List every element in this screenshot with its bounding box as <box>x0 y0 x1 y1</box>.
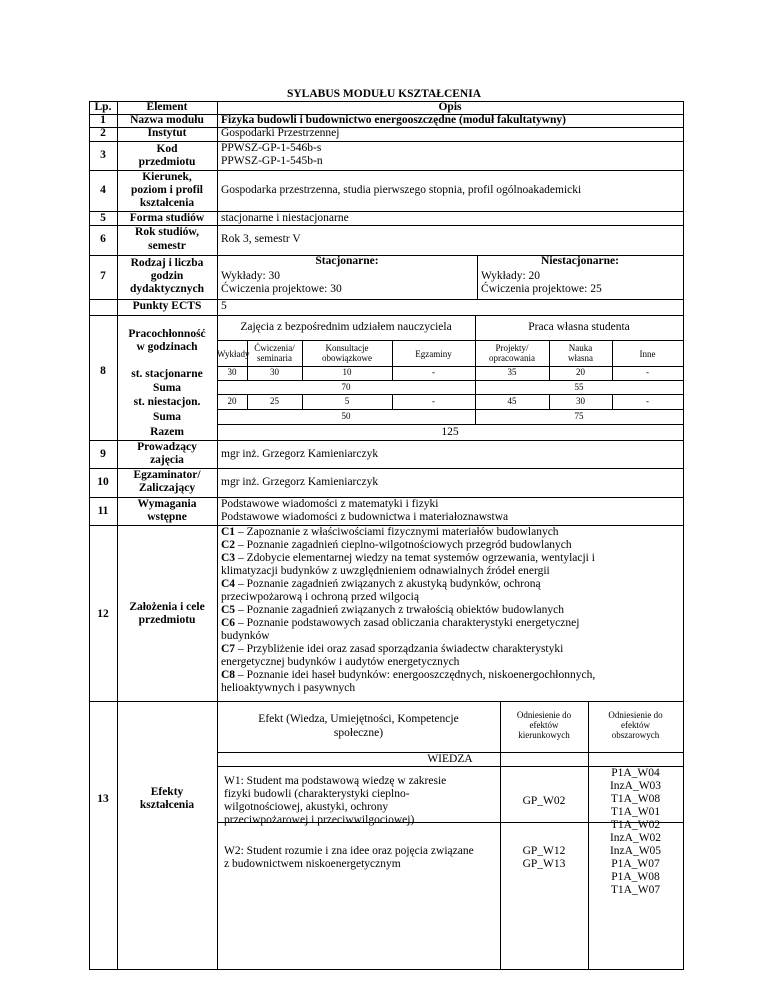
goal-text: – Zdobycie elementarnej wiedzy na temat systemów ogrzewania, wentylacji i <box>237 552 595 564</box>
row-label: Razem <box>150 426 184 438</box>
extramural-hours: Ćwiczenia projektowe: 25 <box>481 283 602 295</box>
study-form: stacjonarne i niestacjonarne <box>221 212 349 224</box>
row-label: kształcenia <box>139 799 195 811</box>
sum-cell: 75 <box>574 411 584 421</box>
goal-c2 <box>221 539 572 552</box>
row-label: Rodzaj i liczba <box>130 257 204 269</box>
area-ref: T1A_W07 <box>610 884 661 896</box>
field-ref: GP_W13 <box>522 858 566 870</box>
row-label: Pracochłonność <box>128 328 206 340</box>
prerequisite: Podstawowe wiadomości z budownictwa i materiałoznawstwa <box>221 511 509 523</box>
examiner: mgr inż. Grzegorz Kamieniarczyk <box>221 476 379 488</box>
stationary-title: Stacjonarne: <box>315 255 379 267</box>
ref-field-header: Odniesienie do <box>516 710 572 720</box>
course-code: PPWSZ-GP-1-546b-s <box>221 142 322 154</box>
goal-text: – Poznanie zagadnień związanych z akustyką budynków, ochroną <box>237 578 541 590</box>
row8-line <box>217 409 683 410</box>
col-header: obowiązkowe <box>322 353 372 363</box>
area-ref: InzA_W03 <box>609 780 662 792</box>
goal-code: C8 <box>221 669 236 681</box>
goal-text: budynków <box>221 630 270 642</box>
row-label: Wymagania <box>137 498 197 510</box>
row-number: 8 <box>100 365 106 377</box>
goal-c7 <box>221 643 563 656</box>
lecturer: mgr inż. Grzegorz Kamieniarczyk <box>221 448 379 460</box>
extramural-hours: Wykłady: 20 <box>481 270 541 282</box>
effect-w2: W2: Student rozumie i zna idee oraz pojęcia związane <box>224 845 474 857</box>
field-ref: GP_W02 <box>522 795 566 807</box>
goal-code: C2 <box>221 539 236 551</box>
col-header: Wykłady <box>217 349 250 359</box>
page-title: SYLABUS MODUŁU KSZTAŁCENIA <box>286 88 482 100</box>
row-number: 11 <box>97 505 109 517</box>
row-number: 4 <box>100 184 106 196</box>
hours-cell: 25 <box>270 396 279 406</box>
row-label: zajęcia <box>150 454 184 466</box>
goal-code: C4 <box>221 578 236 590</box>
goal-c3 <box>221 552 595 565</box>
institute: Gospodarki Przestrzennej <box>221 127 340 139</box>
row-label: przedmiotu <box>138 614 196 626</box>
ects-value: 5 <box>221 300 227 312</box>
row-line <box>89 701 683 702</box>
row-label: dydaktycznych <box>129 283 205 295</box>
stationary-hours: Ćwiczenia projektowe: 30 <box>221 283 342 295</box>
row-label: Egzaminator/ <box>133 469 201 481</box>
goal-text: – Poznanie idei haseł budynków: energooszczędnych, niskoenergochłonnych, <box>237 669 596 681</box>
ref-area-header: efektów <box>621 720 650 730</box>
row-line <box>89 315 683 316</box>
contact-hours-header: Zajęcia z bezpośrednim udziałem nauczyciela <box>240 321 452 333</box>
row-label: st. niestacjon. <box>133 396 201 408</box>
goal-text: przeciwpożarową i ochroną przed wilgocią <box>221 591 419 603</box>
sum-cell: 70 <box>341 382 351 392</box>
row-label: przedmiotu <box>138 156 196 168</box>
row-label: Nazwa modułu <box>130 114 204 126</box>
sum-cell: 55 <box>574 382 584 392</box>
goal-text: helioaktywnych i pasywnych <box>221 682 356 694</box>
row-label: Zaliczający <box>138 482 196 494</box>
self-study-header: Praca własna studenta <box>528 321 630 333</box>
goal-c1 <box>221 526 559 539</box>
hours-cell: 30 <box>270 367 279 377</box>
total-hours: 125 <box>441 426 459 438</box>
goal-text: – Poznanie zagadnień związanych z trwałością obiektów budowlanych <box>237 604 564 616</box>
row-line <box>89 141 683 142</box>
col-header: seminaria <box>257 353 292 363</box>
effect-w1: wilgotnościowej, akustyki, ochrony <box>224 801 389 813</box>
effects-col-divider <box>500 701 501 969</box>
ref-field-header: efektów <box>529 720 559 730</box>
hours-cell: 45 <box>507 396 517 406</box>
header-element: Element <box>146 101 188 113</box>
row-label: semestr <box>148 240 186 252</box>
ects-label: Punkty ECTS <box>132 300 202 312</box>
hours-cell: 35 <box>507 367 517 377</box>
extramural-title: Niestacjonarne: <box>541 255 619 267</box>
goal-text: energetycznej budynków i audytów energetycznych <box>221 656 460 668</box>
goal-text: – Przybliżenie idei oraz zasad sporządzania świadectw charakterystyki <box>237 643 564 655</box>
goal-text: klimatyzacji budynków z uwzględnieniem odnawialnych źródeł energii <box>221 565 550 577</box>
effect-w1: fizyki budowli (charakterystyki cieplno- <box>224 788 410 800</box>
goal-c6 <box>221 617 579 630</box>
sum-cell: 50 <box>341 411 351 421</box>
col-header: opracowania <box>489 353 535 363</box>
col-header: Egzaminy <box>415 349 452 359</box>
col-header: Konsultacje <box>325 343 369 353</box>
row-label: Prowadzący <box>137 441 197 453</box>
goal-code: C6 <box>221 617 236 629</box>
row-number: 1 <box>100 114 106 126</box>
row-label: Kod <box>156 143 178 155</box>
row-number: 7 <box>100 270 106 282</box>
row-label: Rok studiów, <box>135 226 199 238</box>
row8-line <box>217 424 683 425</box>
row-label: Suma <box>152 382 182 394</box>
ref-field-header: kierunkowych <box>518 730 570 740</box>
effect-w1: W1: Student ma podstawową wiedzę w zakresie <box>224 775 447 787</box>
hours-cell: - <box>646 396 649 406</box>
row-label: Efekty <box>150 786 184 798</box>
col-header: Ćwiczenia/ <box>254 343 295 353</box>
row-label: w godzinach <box>136 341 198 353</box>
hours-cell: - <box>432 396 435 406</box>
hours-cell: 20 <box>227 396 237 406</box>
area-ref: P1A_W04 <box>611 767 660 779</box>
row-label: Założenia i cele <box>129 601 205 613</box>
effect-w1: przeciwpożarowej i przeciwwilgociowej) <box>224 814 415 826</box>
goal-code: C5 <box>221 604 236 616</box>
row-label: kształcenia <box>139 197 195 209</box>
row-number: 13 <box>97 793 109 805</box>
prerequisite: Podstawowe wiadomości z matematyki i fizyki <box>221 498 439 510</box>
hours-cell: 30 <box>227 367 237 377</box>
effect-w2: z budownictwem niskoenergetycznym <box>224 858 401 870</box>
row-label: Suma <box>152 411 182 423</box>
goal-text: – Zapoznanie z właściwościami fizycznymi materiałów budowlanych <box>237 526 559 538</box>
hours-cell: - <box>432 367 435 377</box>
module-name: Fizyka budowli i budownictwo energooszczędne (moduł fakultatywny) <box>221 114 567 126</box>
goal-code: C3 <box>221 552 236 564</box>
col-header: Projekty/ <box>495 343 529 353</box>
ref-area-header: Odniesienie do <box>608 710 663 720</box>
goal-code: C7 <box>221 643 236 655</box>
hours-cell: - <box>646 367 649 377</box>
field-of-study: Gospodarka przestrzenna, studia pierwszego stopnia, profil ogólnoakademicki <box>221 184 582 196</box>
header-opis: Opis <box>438 101 462 113</box>
row-number: 10 <box>97 476 109 488</box>
stationary-hours: Wykłady: 30 <box>221 270 281 282</box>
hours-cell: 5 <box>344 396 350 406</box>
row8-line <box>217 380 683 381</box>
row8-line <box>217 394 683 395</box>
row-number: 2 <box>100 127 106 139</box>
row-number: 12 <box>97 608 109 620</box>
area-ref: InzA_W05 <box>609 845 662 857</box>
row-number: 6 <box>100 233 106 245</box>
course-code: PPWSZ-GP-1-545b-n <box>221 155 323 167</box>
effect-header: społeczne) <box>333 727 384 739</box>
goal-c4 <box>221 578 541 591</box>
area-ref: InzA_W02 <box>609 832 662 844</box>
row8-line <box>217 340 683 341</box>
area-ref: T1A_W01 <box>610 806 661 818</box>
area-ref: T1A_W02 <box>610 819 661 831</box>
row-number: 3 <box>100 149 106 161</box>
effect-header: Efekt (Wiedza, Umiejętności, Kompetencje <box>258 713 459 725</box>
row-label: poziom i profil <box>131 184 203 196</box>
header-lp: Lp. <box>94 101 112 113</box>
row-number: 9 <box>100 448 106 460</box>
goal-code: C1 <box>221 526 236 538</box>
knowledge-section: WIEDZA <box>427 753 473 765</box>
row-label: wstępne <box>147 511 187 523</box>
col-header: Nauka <box>568 343 593 353</box>
row-label: Instytut <box>147 127 187 139</box>
row-label: godzin <box>150 270 184 282</box>
row-label: Kierunek, <box>142 171 192 183</box>
goal-text: – Poznanie podstawowych zasad obliczania charakterystyki energetycznej <box>237 617 580 629</box>
row-number: 5 <box>100 212 106 224</box>
hours-cell: 10 <box>342 367 352 377</box>
goal-text: – Poznanie zagadnień cieplno-wilgotnościowych przegród budowlanych <box>237 539 572 551</box>
row-label: st. stacjonarne <box>131 368 203 380</box>
area-ref: P1A_W07 <box>611 858 660 870</box>
area-ref: T1A_W08 <box>610 793 661 805</box>
hours-cell: 20 <box>576 367 585 377</box>
ref-area-header: obszarowych <box>611 730 660 740</box>
col-header: własna <box>568 353 593 363</box>
field-ref: GP_W12 <box>522 845 566 857</box>
goal-c5 <box>221 604 564 617</box>
col-divider-element <box>217 101 218 969</box>
area-ref: P1A_W08 <box>611 871 660 883</box>
hours-cell: 30 <box>576 396 585 406</box>
col-header: Inne <box>639 349 656 359</box>
year-semester: Rok 3, semestr V <box>221 233 301 245</box>
row-label: Forma studiów <box>129 212 205 224</box>
goal-c8 <box>221 669 595 682</box>
